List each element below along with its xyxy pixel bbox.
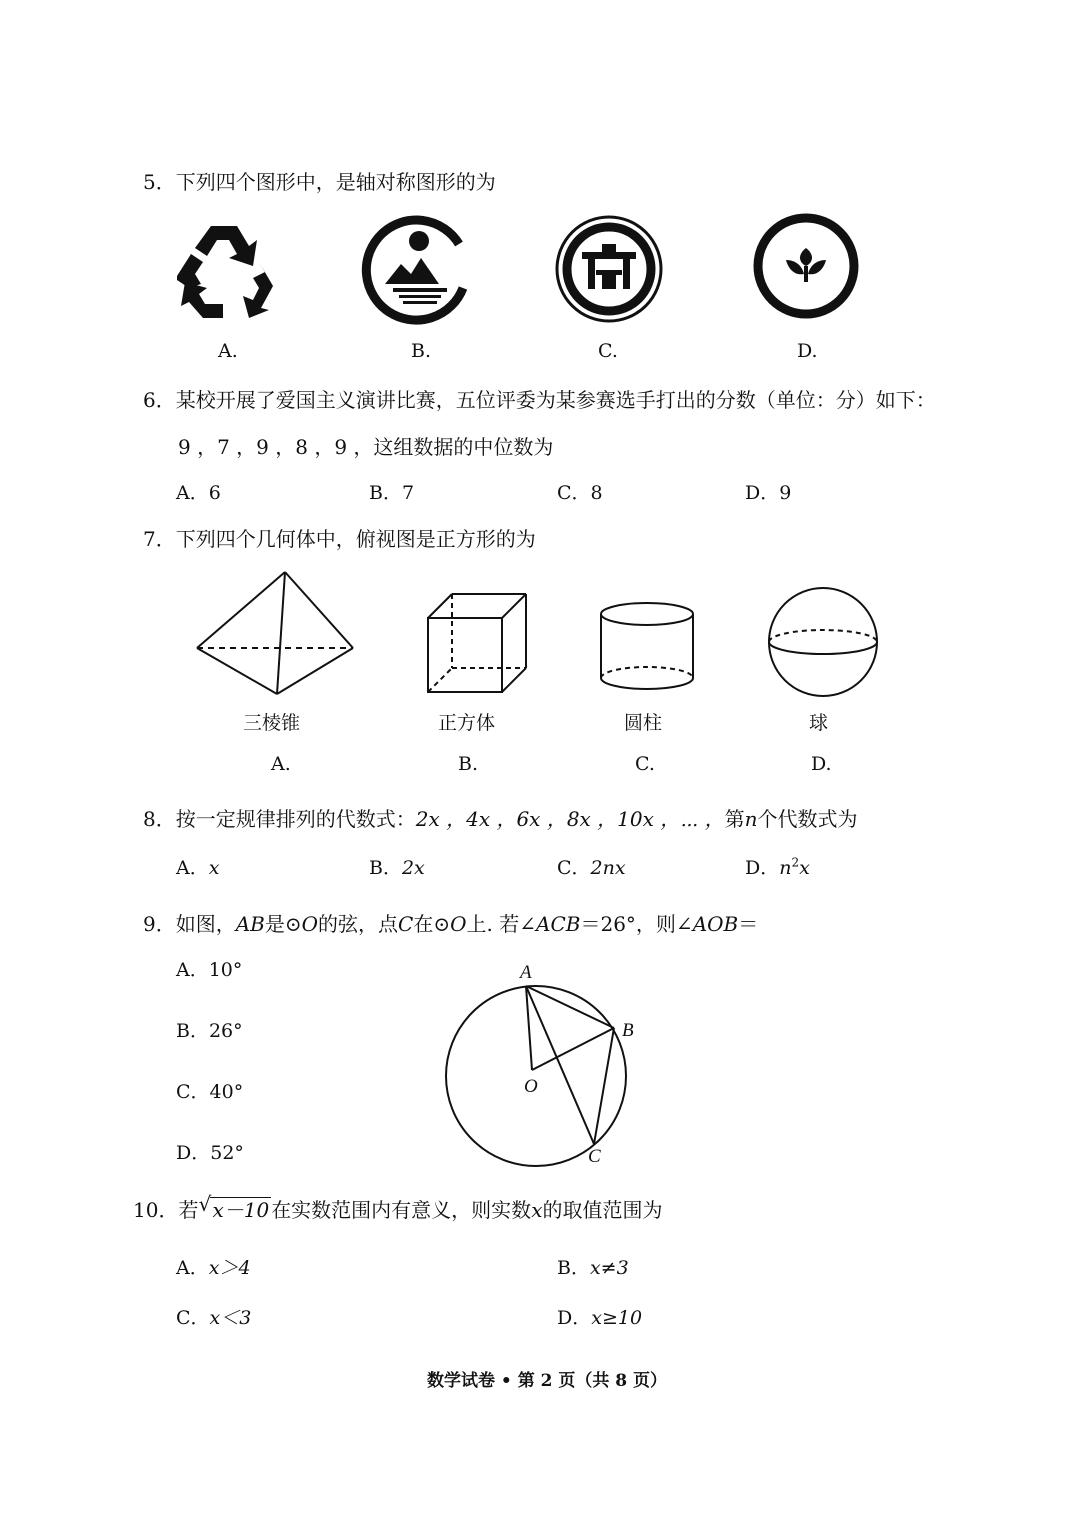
q5-option-c[interactable]: C. <box>598 340 618 362</box>
q9-stem <box>143 908 758 937</box>
q8-sequence: 2x ，4x ，6x ，8x ，10x ，⋯ ， <box>415 807 725 831</box>
q9-stem-part-11: ＝ <box>738 912 759 936</box>
q8-stem-prefix: 8．按一定规律排列的代数式： <box>143 807 416 831</box>
q9-stem-part-1: 是⊙ <box>264 912 302 936</box>
q9-stem-lead: 9．如图， <box>143 912 236 936</box>
q7-shape-name-a: 三棱锥 <box>243 712 301 734</box>
q8-option-c-label: C． <box>557 857 591 879</box>
q8-option-a-expr: x <box>208 857 220 879</box>
sun-over-mountain-icon <box>363 214 475 326</box>
q10-option-b-expr: x≠3 <box>589 1257 629 1279</box>
q10-option-a-expr: x＞4 <box>208 1257 251 1279</box>
q9-point-b-label: B <box>622 1020 634 1041</box>
gate-emblem-icon <box>554 214 664 324</box>
q8-option-d-sup: 2 <box>791 855 800 870</box>
q7-shape-name-b: 正方体 <box>438 712 496 734</box>
q8-stem-suffix-a: 第 <box>724 807 745 831</box>
q9-stem-part-4: C <box>398 912 414 936</box>
q9-stem-part-3: 的弦，点 <box>318 912 399 936</box>
q8-option-a[interactable] <box>176 853 219 880</box>
q9-point-o-label: O <box>524 1076 538 1097</box>
q7-option-d[interactable]: D. <box>811 753 832 775</box>
q10-option-d[interactable] <box>557 1303 642 1330</box>
q8-option-d[interactable] <box>745 853 810 880</box>
q9-point-c-label: C <box>588 1146 601 1167</box>
q10-stem-prefix: 10．若 <box>133 1198 199 1222</box>
q6-option-d[interactable]: D．9 <box>745 482 792 504</box>
triangular-pyramid-figure <box>195 570 355 696</box>
q9-stem-part-9: ＝26°，则∠ <box>580 912 693 936</box>
q9-option-a[interactable]: A．10° <box>176 959 243 981</box>
q8-stem-n: n <box>744 807 758 831</box>
q9-stem-part-7: 上. 若∠ <box>466 912 537 936</box>
q10-sqrt <box>198 1194 271 1223</box>
q10-option-c-label: C． <box>176 1307 210 1329</box>
q5-option-a[interactable]: A. <box>218 340 238 362</box>
q10-option-d-label: D． <box>557 1307 592 1329</box>
sprout-icon <box>752 212 860 320</box>
q6-stem-line2: 9 ，7 ，9 ，8 ，9 ，这组数据的中位数为 <box>178 435 554 459</box>
q10-option-a[interactable] <box>176 1253 251 1280</box>
q9-stem-ab: AB <box>235 912 265 936</box>
q9-stem-part-10: AOB <box>692 912 739 936</box>
q8-option-c-expr: 2nx <box>590 857 626 879</box>
q10-var: x <box>531 1198 543 1222</box>
q10-stem-suffix: 的取值范围为 <box>542 1198 663 1222</box>
q9-option-d[interactable]: D．52° <box>176 1142 244 1164</box>
q10-option-c-expr: x＜3 <box>209 1307 252 1329</box>
cube-figure <box>426 592 530 696</box>
sphere-figure <box>766 586 880 698</box>
q9-stem-part-6: O <box>450 912 467 936</box>
q8-option-c[interactable] <box>557 853 626 880</box>
q7-shape-name-d: 球 <box>809 712 829 734</box>
q9-point-a-label: A <box>520 962 532 983</box>
q9-circle-figure <box>440 960 640 1170</box>
q6-stem-line1: 6．某校开展了爱国主义演讲比赛，五位评委为某参赛选手打出的分数（单位：分）如下： <box>143 388 936 412</box>
q10-radicand: x－10 <box>212 1198 270 1222</box>
cylinder-figure <box>597 600 697 694</box>
q9-stem-part-2: O <box>301 912 319 936</box>
q8-option-b[interactable] <box>369 853 425 880</box>
q8-stem-suffix-b: 个代数式为 <box>757 807 858 831</box>
q10-stem-mid: 在实数范围内有意义，则实数 <box>271 1198 532 1222</box>
q9-stem-part-8: ACB <box>536 912 581 936</box>
q10-option-b-label: B． <box>557 1257 590 1279</box>
q7-option-b[interactable]: B. <box>458 753 479 775</box>
q8-option-d-tail: x <box>799 857 810 879</box>
radical-icon: √ <box>198 1192 212 1216</box>
q8-option-b-label: B． <box>369 857 402 879</box>
q9-option-c[interactable]: C．40° <box>176 1081 244 1103</box>
q8-option-d-base: n <box>779 857 792 879</box>
q6-option-b[interactable]: B．7 <box>369 482 415 504</box>
recycle-icon <box>173 222 275 320</box>
q6-option-a[interactable]: A．6 <box>176 482 221 504</box>
q7-option-a[interactable]: A. <box>271 753 291 775</box>
q6-option-c[interactable]: C．8 <box>557 482 603 504</box>
q9-stem-part-5: 在⊙ <box>413 912 451 936</box>
q5-stem: 5．下列四个图形中，是轴对称图形的为 <box>143 170 496 194</box>
q10-option-b[interactable] <box>557 1253 629 1280</box>
q8-option-d-label: D． <box>745 857 780 879</box>
q10-option-c[interactable] <box>176 1303 251 1330</box>
page-footer: 数学试卷 • 第 2 页（共 8 页） <box>427 1371 668 1391</box>
q7-stem: 7．下列四个几何体中，俯视图是正方形的为 <box>143 527 536 551</box>
q8-option-a-label: A． <box>176 857 209 879</box>
q8-option-b-expr: 2x <box>401 857 425 879</box>
q7-option-c[interactable]: C. <box>635 753 655 775</box>
q8-stem <box>143 803 858 832</box>
q9-option-b[interactable]: B．26° <box>176 1020 243 1042</box>
q5-option-b[interactable]: B. <box>411 340 432 362</box>
q10-stem <box>133 1194 662 1223</box>
q10-option-d-expr: x≥10 <box>591 1307 643 1329</box>
q5-option-d[interactable]: D. <box>797 340 818 362</box>
q10-option-a-label: A． <box>176 1257 209 1279</box>
q7-shape-name-c: 圆柱 <box>624 712 663 734</box>
